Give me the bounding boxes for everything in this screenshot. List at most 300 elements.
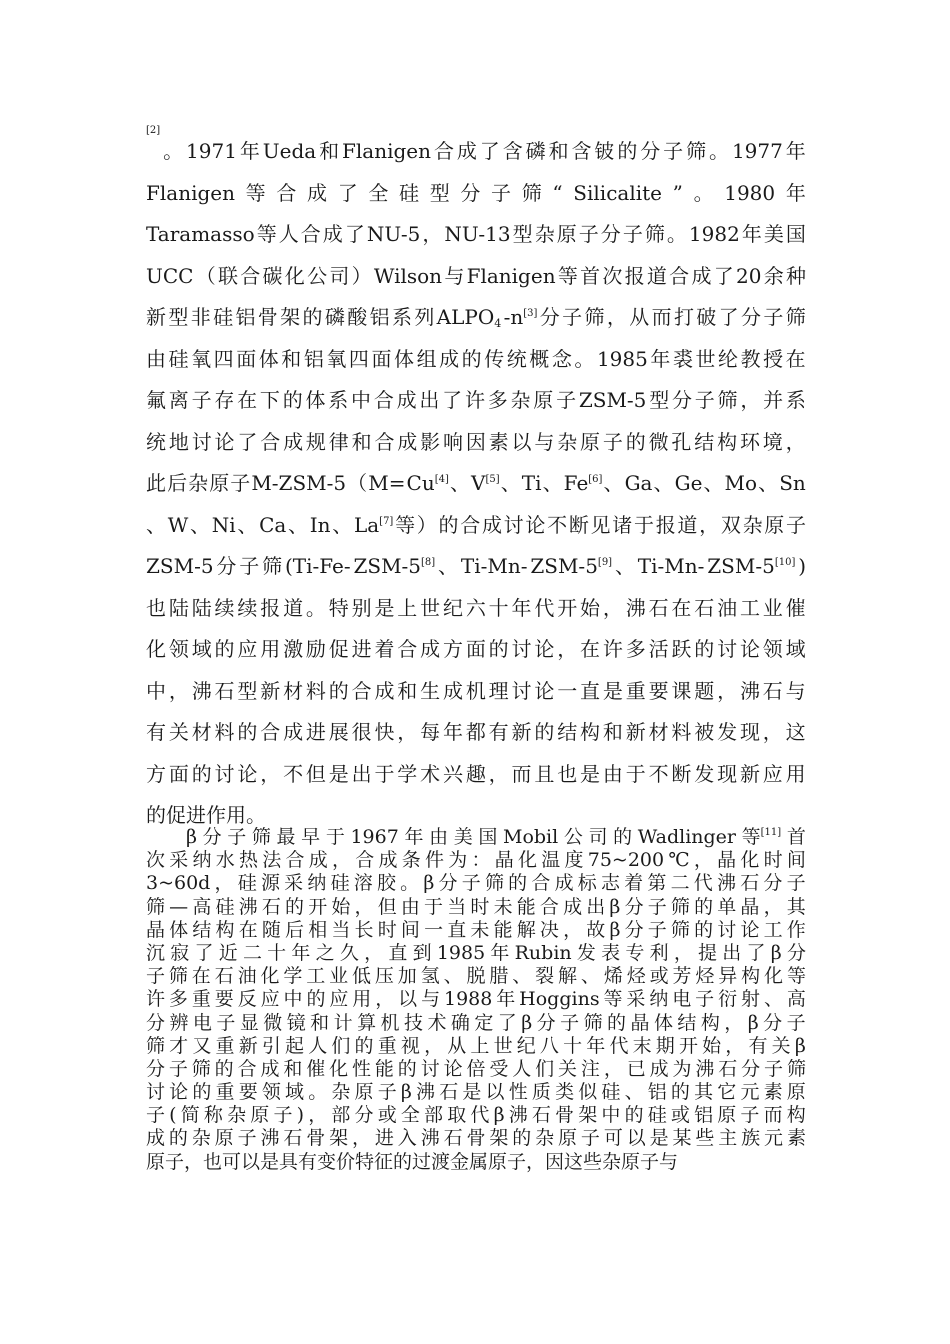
text-token: 表 — [601, 941, 621, 964]
text-token: 分 — [763, 1011, 783, 1034]
text-token: ， — [740, 388, 761, 412]
text-token: 讨 — [146, 1081, 166, 1104]
text-token: ℃ — [668, 849, 690, 872]
text-token: 都 — [465, 720, 486, 744]
text-token: 以 — [511, 429, 532, 454]
text-token: 统 — [506, 346, 527, 371]
text-token: 方 — [146, 761, 166, 786]
text-token: 陆 — [168, 595, 189, 620]
text-line — [146, 896, 806, 919]
text-token: 构 — [786, 1104, 806, 1127]
text-token: 确 — [450, 1011, 470, 1034]
text-token: 应 — [260, 988, 280, 1011]
text-token: 成 — [456, 139, 477, 163]
text-token: 子 — [230, 471, 251, 495]
text-token: ， — [354, 895, 374, 918]
text-token: 原 — [786, 1081, 806, 1104]
text-token: 的 — [285, 895, 305, 918]
text-token: 子 — [647, 895, 667, 918]
text-token: 兴 — [442, 761, 463, 786]
text-token: 用 — [352, 988, 372, 1011]
text-token: Ni — [211, 512, 236, 537]
text-token: 子 — [764, 1057, 784, 1080]
text-token: 当 — [447, 895, 467, 918]
text-token: 沸 — [420, 1127, 440, 1150]
text-token: 化 — [284, 263, 305, 288]
text-token: 氧 — [191, 346, 212, 371]
text-token: 出 — [419, 388, 440, 412]
text-token: M= — [368, 471, 406, 495]
text-token: 了 — [479, 139, 500, 163]
text-token: ， — [563, 918, 583, 941]
text-token: 离 — [168, 388, 189, 412]
text-token: 、 — [614, 554, 635, 578]
text-token: 方 — [442, 637, 463, 661]
text-token: 成 — [420, 637, 441, 661]
text-token: -n[3] — [503, 305, 538, 329]
text-token: 授 — [763, 346, 784, 371]
text-token: 子 — [578, 222, 599, 246]
text-token: ZSM-5[8] — [353, 554, 436, 578]
text-token: 激 — [283, 637, 304, 661]
text-token: 化 — [740, 849, 760, 872]
text-token: 引 — [261, 1034, 281, 1057]
text-token: Fe[6] — [563, 471, 603, 495]
citation-superscript: [2] — [146, 125, 161, 136]
text-token: 化 — [146, 637, 166, 661]
text-token: 续 — [214, 595, 235, 620]
text-token: 沸 — [716, 872, 736, 895]
text-token: 开 — [557, 595, 578, 620]
text-token: 能 — [493, 918, 513, 941]
text-token: 镜 — [286, 1011, 306, 1034]
text-token: 面 — [168, 761, 189, 786]
text-token: 起 — [285, 1034, 305, 1057]
text-token: 型 — [512, 222, 533, 246]
text-token: 烃 — [695, 965, 715, 988]
text-token: 子 — [786, 1011, 806, 1034]
text-token: 由 — [429, 826, 449, 848]
text-token: 射 — [741, 988, 761, 1011]
text-token: 代 — [693, 872, 713, 895]
text-line — [146, 422, 806, 464]
text-token: 石 — [718, 1057, 738, 1080]
text-token: 领 — [762, 637, 783, 661]
text-token: 时 — [377, 918, 397, 941]
text-token: 或 — [670, 1104, 690, 1127]
text-token: ， — [352, 1127, 372, 1150]
text-token: Ti — [521, 471, 542, 495]
text-token: 沸 — [260, 1127, 280, 1150]
text-token: 的 — [625, 429, 646, 454]
text-token: 分 — [624, 918, 644, 941]
text-token: 架 — [329, 1127, 349, 1150]
text-token: 微 — [648, 429, 669, 454]
text-token: 铝 — [369, 305, 390, 329]
text-line — [146, 671, 806, 713]
text-token: 合 — [669, 263, 690, 288]
text-token: ZSM-5[10] — [707, 554, 796, 578]
text-token: 子 — [740, 1104, 760, 1127]
text-token: Flanigen — [146, 180, 235, 205]
text-token: 课 — [671, 678, 692, 703]
text-token: 成 — [260, 1057, 280, 1080]
text-token: 原 — [214, 1127, 234, 1150]
text-token: 烯 — [603, 965, 623, 988]
text-token: 石 — [443, 1127, 463, 1150]
text-line — [146, 463, 806, 505]
text-token: Rubin — [514, 941, 572, 964]
text-token: 结 — [557, 720, 578, 744]
text-token: 励 — [305, 637, 326, 661]
text-token: 骨 — [306, 1127, 326, 1150]
text-token: 等 — [786, 965, 806, 988]
text-token: β — [521, 1011, 533, 1034]
text-token: 杂 — [742, 512, 763, 537]
text-token: 近 — [218, 941, 238, 964]
text-token: 腊 — [489, 965, 509, 988]
text-token: 75~200 — [587, 849, 665, 872]
text-token: ( — [169, 1104, 177, 1127]
text-token: 着 — [374, 637, 395, 661]
text-token: 了 — [718, 305, 739, 329]
text-token: 的 — [328, 678, 349, 703]
text-token: 架 — [489, 1127, 509, 1150]
text-token: 些 — [695, 1127, 715, 1150]
text-token: 了 — [746, 941, 766, 964]
text-token: Ga — [624, 471, 653, 495]
text-token: （ — [347, 471, 368, 495]
text-token: 业 — [329, 965, 349, 988]
text-token: 分 — [216, 554, 237, 578]
text-token: 术 — [420, 761, 441, 786]
text-token: Taramasso — [146, 222, 255, 246]
text-token: 骨 — [555, 1104, 575, 1127]
text-token: 子 — [168, 1057, 188, 1080]
text-token: 合 — [460, 512, 481, 537]
text-line — [146, 505, 806, 547]
text-token: 于 — [625, 761, 646, 786]
text-token: 决 — [539, 918, 559, 941]
text-token: 、 — [703, 471, 724, 495]
text-token: 年 — [741, 222, 762, 246]
text-token: 电 — [672, 988, 692, 1011]
text-token: 1980 — [724, 180, 776, 205]
text-token: ， — [603, 1057, 623, 1080]
text-token: 能 — [516, 895, 536, 918]
text-token: 四 — [348, 346, 369, 371]
text-token: 报 — [655, 512, 676, 537]
text-token: 与 — [534, 429, 555, 454]
text-token: 面 — [371, 346, 392, 371]
text-token: 道 — [677, 512, 698, 537]
text-token: 在 — [580, 637, 601, 661]
text-token: 元 — [740, 1081, 760, 1104]
text-token: 传 — [484, 346, 505, 371]
text-token: 但 — [305, 761, 326, 786]
citation-superscript: [6] — [588, 474, 603, 485]
text-token: 了 — [497, 1011, 517, 1034]
text-token: 度 — [564, 849, 584, 872]
text-token: ， — [724, 1011, 744, 1034]
text-token: 关 — [771, 1034, 791, 1057]
text-token: 后 — [285, 918, 305, 941]
text-token: 压 — [374, 965, 394, 988]
text-token: 种 — [785, 263, 806, 288]
text-token: 等 — [245, 180, 266, 205]
text-token: 寂 — [170, 941, 190, 964]
text-token: 不 — [648, 761, 669, 786]
text-token: 石 — [694, 595, 715, 620]
text-token: 骨 — [257, 305, 278, 329]
text-token: 们 — [535, 1057, 555, 1080]
text-token: ， — [673, 941, 693, 964]
text-token: 八 — [539, 1034, 559, 1057]
text-token: 工 — [739, 595, 760, 620]
text-token: 概 — [529, 346, 550, 371]
text-token: 料 — [671, 720, 692, 744]
text-token: 并 — [763, 388, 784, 412]
text-line — [146, 754, 806, 796]
text-token: 特 — [328, 595, 349, 620]
text-token: 系 — [328, 388, 349, 412]
subscript: 4 — [494, 317, 502, 330]
text-token: 筛 — [583, 1011, 603, 1034]
citation-superscript: [11] — [760, 827, 782, 838]
text-token: 石 — [648, 595, 669, 620]
text-token: 在 — [191, 965, 211, 988]
text-token: 杂 — [227, 1104, 247, 1127]
text-token: 才 — [169, 1034, 189, 1057]
text-token: 为 — [672, 1057, 692, 1080]
text-token: 面 — [465, 637, 486, 661]
text-token: 或 — [649, 965, 669, 988]
text-token: 下 — [259, 388, 280, 412]
text-token: 和 — [397, 678, 418, 703]
text-token: 子 — [273, 1104, 293, 1127]
text-token: 年 — [650, 346, 671, 371]
text-token: 以 — [398, 988, 418, 1011]
text-token: 发 — [576, 941, 596, 964]
text-token: 件 — [425, 849, 445, 872]
text-token: 的 — [488, 637, 509, 661]
text-token: 是 — [580, 761, 601, 786]
text-token: 提 — [698, 941, 718, 964]
text-token: 环 — [739, 429, 760, 454]
text-token: 元 — [764, 1127, 784, 1150]
text-token: 高 — [786, 988, 806, 1011]
text-token: 骨 — [466, 1127, 486, 1150]
text-token: 从 — [447, 1034, 467, 1057]
text-token: 志 — [600, 872, 620, 895]
text-token: 而 — [511, 761, 532, 786]
text-token: 构 — [215, 918, 235, 941]
text-token: 成 — [322, 222, 343, 246]
text-token: 石 — [261, 895, 281, 918]
text-token: 业 — [762, 595, 783, 620]
text-token: 等 — [603, 988, 623, 1011]
text-token: 硅 — [601, 1081, 621, 1104]
text-token: β — [493, 1104, 505, 1127]
text-token: 世 — [695, 346, 716, 371]
text-token: 讨 — [511, 637, 532, 661]
text-token: 纳 — [649, 988, 669, 1011]
text-token: 。 — [666, 222, 687, 246]
text-token: 的 — [192, 1081, 212, 1104]
text-token: 于 — [374, 761, 395, 786]
text-token: 子 — [786, 872, 806, 895]
text-token: ， — [375, 988, 395, 1011]
text-token: 1982 — [688, 222, 740, 246]
text-token: 的 — [607, 1011, 627, 1034]
text-token: 新 — [625, 720, 646, 744]
text-token: UCC — [146, 263, 194, 288]
text-line — [146, 942, 806, 965]
text-token: 是 — [602, 678, 623, 703]
text-token: Wadlinger — [637, 826, 737, 848]
text-token: 故 — [586, 918, 606, 941]
text-token: 分 — [146, 1011, 166, 1034]
text-token: 的 — [306, 988, 326, 1011]
text-token: 晶 — [740, 895, 760, 918]
text-token: 石 — [214, 965, 234, 988]
text-token: 原 — [354, 1081, 374, 1104]
text-token: 子 — [622, 222, 643, 246]
text-token: 、 — [443, 965, 463, 988]
text-token: 二 — [670, 872, 690, 895]
text-token: 专 — [625, 941, 645, 964]
text-token: 续 — [237, 595, 258, 620]
text-token: 加 — [397, 965, 417, 988]
text-token: 的 — [191, 761, 212, 786]
text-token: 纳 — [192, 849, 212, 872]
citation-superscript: [4] — [434, 474, 449, 485]
text-token: 筛 — [521, 180, 542, 205]
text-token: 以 — [626, 1127, 646, 1150]
text-token: 性 — [508, 1081, 528, 1104]
text-token: 理 — [488, 678, 509, 703]
text-token: 于 — [633, 512, 654, 537]
text-token: 高 — [192, 895, 212, 918]
text-token: 年 — [785, 139, 806, 163]
text-token: 重 — [215, 1034, 235, 1057]
text-token: 论 — [525, 512, 546, 537]
text-token: 体 — [169, 918, 189, 941]
text-token: ” — [672, 180, 683, 205]
text-line — [146, 872, 806, 895]
text-token: 成 — [146, 1127, 166, 1150]
text-token: 存 — [214, 388, 235, 412]
text-token: 质 — [531, 1081, 551, 1104]
text-token: 合 — [260, 429, 281, 454]
text-token: 标 — [577, 872, 597, 895]
text-token: 当 — [331, 918, 351, 941]
text-token: β — [770, 941, 782, 964]
text-token: V[5] — [471, 471, 500, 495]
text-token: 间 — [786, 849, 806, 872]
text-token: 域 — [191, 637, 212, 661]
text-token: 成 — [397, 429, 418, 454]
text-token: 分 — [438, 872, 458, 895]
text-token: 中 — [146, 678, 166, 703]
text-token: 发 — [717, 720, 738, 744]
text-token: 道 — [283, 595, 304, 620]
text-token: 上 — [397, 595, 418, 620]
text-token: ， — [397, 720, 418, 744]
text-token: 1985 — [436, 941, 486, 964]
text-token: 公 — [563, 826, 583, 848]
text-token: 念 — [551, 346, 572, 371]
text-token: 讨 — [717, 918, 737, 941]
text-token: 等[11] — [741, 826, 782, 848]
text-token: 的 — [613, 826, 633, 848]
text-token: 合 — [531, 872, 551, 895]
text-token: 代 — [609, 1034, 629, 1057]
text-token: 年 — [442, 720, 463, 744]
text-token: 孔 — [671, 429, 692, 454]
text-token: 杂 — [557, 429, 578, 454]
text-token: 采 — [284, 872, 304, 895]
text-line — [146, 629, 806, 671]
text-token: 于 — [325, 826, 345, 848]
text-token: 且 — [534, 761, 555, 786]
text-line — [146, 125, 806, 173]
text-token: 与 — [421, 988, 441, 1011]
text-token: 很 — [351, 720, 372, 744]
text-token: 年 — [404, 826, 424, 848]
text-token: 筛 — [168, 965, 188, 988]
text-token: ， — [364, 941, 384, 964]
text-token: 而 — [651, 305, 672, 329]
text-token: 晶 — [494, 849, 514, 872]
text-token: ） — [351, 263, 372, 288]
text-token: 中 — [283, 988, 303, 1011]
text-token: 末 — [632, 1034, 652, 1057]
text-token: 杂 — [191, 1127, 211, 1150]
text-token: 分 — [786, 941, 806, 964]
text-token: 人 — [308, 1034, 328, 1057]
text-token: 道 — [646, 263, 667, 288]
text-token: 合 — [285, 849, 305, 872]
text-token: 算 — [357, 1011, 377, 1034]
text-token: 筛 — [785, 305, 806, 329]
text-token: 在 — [671, 595, 692, 620]
text-token: 讨 — [511, 678, 532, 703]
text-token: 油 — [717, 595, 738, 620]
text-token: 代 — [470, 1104, 490, 1127]
text-token: 溶 — [353, 872, 373, 895]
text-token: 磷 — [525, 139, 546, 163]
text-token: 面 — [236, 346, 257, 371]
text-token: 材 — [191, 720, 212, 744]
text-token: 3~60d — [146, 872, 211, 895]
text-token: ， — [717, 678, 738, 703]
text-token: 素 — [763, 1081, 783, 1104]
text-token: 筛 — [670, 918, 690, 941]
text-token: 杂 — [188, 471, 209, 495]
text-token: 工 — [306, 965, 326, 988]
text-token: 现 — [739, 720, 760, 744]
text-token: Hoggins — [519, 988, 600, 1011]
text-token: 直 — [447, 918, 467, 941]
text-token: 性 — [352, 1057, 372, 1080]
text-token: 体 — [394, 346, 415, 371]
text-token: 与 — [785, 678, 806, 703]
text-token: 从 — [629, 305, 650, 329]
text-token: 。 — [693, 180, 714, 205]
text-line — [146, 1012, 806, 1035]
text-token: 进 — [351, 637, 372, 661]
